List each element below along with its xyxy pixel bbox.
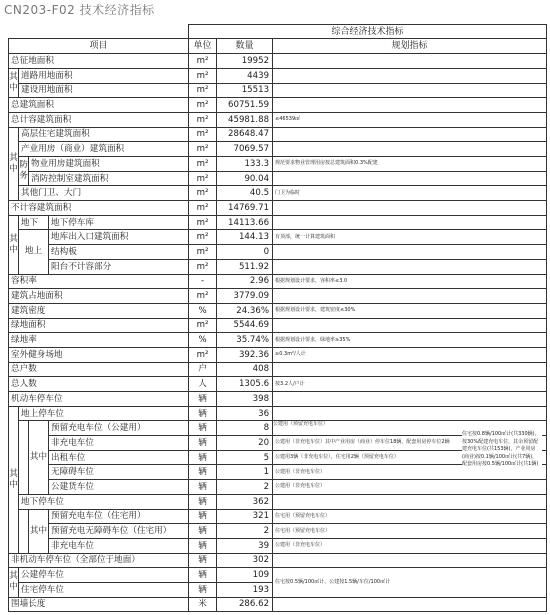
row-value: 90.04 (217, 171, 273, 186)
row-note: 公建用（非充电车位） (273, 538, 547, 553)
row-note (273, 289, 547, 304)
row-label: 出租车位 (49, 450, 189, 465)
row-unit: m² (189, 83, 217, 98)
row-unit: - (189, 274, 217, 289)
row-value: 45981.88 (217, 112, 273, 127)
row-note (273, 68, 547, 83)
table-row (9, 480, 547, 495)
row-label: 消防控制室建筑面积 (29, 171, 189, 186)
table-row (9, 347, 547, 362)
row-unit: 辆 (189, 582, 217, 597)
row-note: 住宅按0.5辆/100㎡计，公建按1.5辆/车位/100㎡计 (273, 568, 547, 597)
row-note (273, 597, 547, 612)
row-label: 道路用地面积 (19, 68, 189, 83)
table-row (9, 362, 547, 377)
row-value: 362 (217, 494, 273, 509)
row-note (273, 215, 547, 230)
row-unit: m² (189, 171, 217, 186)
row-value: 7069.57 (217, 142, 273, 157)
row-note (273, 259, 547, 274)
row-value: 5544.69 (217, 318, 273, 333)
table-row (9, 553, 547, 568)
row-label: 结构板 (49, 245, 189, 260)
row-note (273, 553, 547, 568)
row-value: 8 (217, 421, 273, 436)
row-note (273, 201, 547, 216)
row-unit: m² (189, 289, 217, 304)
row-unit: 人 (189, 377, 217, 392)
row-label: 地上停车位 (19, 406, 189, 421)
row-label: 地下停车库 (49, 215, 189, 230)
indicators-table (8, 24, 547, 612)
group-label: 其中 (9, 127, 19, 200)
row-unit: 辆 (189, 480, 217, 495)
row-value: 0 (217, 245, 273, 260)
row-label: 公建货车位 (49, 480, 189, 495)
table-row (9, 494, 547, 509)
row-value: 133.3 (217, 157, 273, 172)
row-value: 408 (217, 362, 273, 377)
table-row (9, 333, 547, 348)
header-unit: 单位 (189, 39, 217, 54)
row-value: 321 (217, 509, 273, 524)
table-title: 综合经济技术指标 (189, 25, 547, 39)
row-label: 物业用房建筑面积 (29, 157, 189, 172)
table-row (9, 54, 547, 69)
table-row (9, 259, 547, 274)
header-row (9, 39, 547, 54)
row-note (273, 406, 547, 421)
table-row (9, 171, 547, 186)
row-label: 阳台不计容部分 (49, 259, 189, 274)
row-note (273, 245, 547, 260)
row-label: 无障碍车位 (49, 465, 189, 480)
sub-group-label: 地上 (19, 230, 49, 274)
row-label: 其他门卫、大门 (19, 186, 189, 201)
row-unit: 辆 (189, 465, 217, 480)
indent-cell (19, 509, 29, 553)
row-unit: m² (189, 215, 217, 230)
row-unit: m² (189, 201, 217, 216)
row-unit: 辆 (189, 538, 217, 553)
row-unit: 辆 (189, 553, 217, 568)
row-value: 5 (217, 450, 273, 465)
row-label: 总建筑面积 (9, 98, 189, 113)
row-label: 总计容建筑面积 (9, 112, 189, 127)
row-label: 围墙长度 (9, 597, 189, 612)
row-label: 总户数 (9, 362, 189, 377)
header-item: 项目 (9, 39, 189, 54)
group-label: 其中 (29, 509, 49, 553)
row-unit: 辆 (189, 568, 217, 583)
row-value: 109 (217, 568, 273, 583)
row-label: 机动车停车位 (9, 392, 189, 407)
row-value: 2.96 (217, 274, 273, 289)
row-note: ≥0.3m²/人计 (273, 347, 547, 362)
row-note (273, 362, 547, 377)
table-row (9, 274, 547, 289)
row-unit: 辆 (189, 524, 217, 539)
row-note (273, 83, 547, 98)
row-value: 193 (217, 582, 273, 597)
row-unit: 户 (189, 362, 217, 377)
row-note: 公建用3辆（非充电车位），住宅用2辆（预留充电车位） (273, 450, 547, 465)
row-value: 14769.71 (217, 201, 273, 216)
row-label: 高层住宅建筑面积 (19, 127, 189, 142)
table-row (9, 112, 547, 127)
row-unit: m² (189, 230, 217, 245)
row-note (273, 142, 547, 157)
row-label: 建筑密度 (9, 303, 189, 318)
row-note: 住宅用（预留充电车位） (273, 524, 547, 539)
table-row (9, 186, 547, 201)
row-unit: m² (189, 318, 217, 333)
row-label: 产业用房（商业）建筑面积 (19, 142, 189, 157)
row-unit: % (189, 303, 217, 318)
table-row (9, 538, 547, 553)
group-label: 防务 (19, 157, 29, 186)
row-note (273, 98, 547, 113)
row-label: 预留充电车位（公建用） (49, 421, 189, 436)
row-label: 预留充电无障碍车位（住宅用） (49, 524, 189, 539)
row-unit: 辆 (189, 494, 217, 509)
row-value: 15513 (217, 83, 273, 98)
table-row (9, 303, 547, 318)
row-note (273, 318, 547, 333)
row-value: 398 (217, 392, 273, 407)
row-unit: % (189, 333, 217, 348)
row-unit: 辆 (189, 421, 217, 436)
group-label: 其中 (9, 215, 19, 274)
row-label: 公建停车位 (19, 568, 189, 583)
table-title-row (9, 25, 547, 39)
row-unit: m² (189, 186, 217, 201)
row-label: 建筑占地面积 (9, 289, 189, 304)
row-label: 非机动车停车位（全部位于地面） (9, 553, 189, 568)
row-unit: m² (189, 98, 217, 113)
table-row (9, 83, 547, 98)
row-unit: m² (189, 245, 217, 260)
row-unit: 辆 (189, 406, 217, 421)
row-unit: 辆 (189, 392, 217, 407)
table-row (9, 142, 547, 157)
row-value: 39 (217, 538, 273, 553)
row-unit: m² (189, 142, 217, 157)
row-value: 2 (217, 524, 273, 539)
row-value: 511.92 (217, 259, 273, 274)
row-value: 1 (217, 465, 273, 480)
row-value: 36 (217, 406, 273, 421)
indent-cell (19, 421, 29, 494)
row-note: 公建用（非充电车位） (273, 480, 547, 495)
table-row (9, 524, 547, 539)
row-unit: m² (189, 54, 217, 69)
table-row (9, 597, 547, 612)
row-note (273, 127, 547, 142)
row-unit: m² (189, 127, 217, 142)
table-row (9, 98, 547, 113)
row-value: 392.36 (217, 347, 273, 362)
row-unit: 辆 (189, 450, 217, 465)
sub-group-label: 地下 (19, 215, 49, 230)
row-value: 144.13 (217, 230, 273, 245)
row-label: 总征地面积 (9, 54, 189, 69)
row-value: 35.74% (217, 333, 273, 348)
row-note (273, 494, 547, 509)
row-label: 地库出入口建筑面积 (49, 230, 189, 245)
table-row (9, 289, 547, 304)
row-value: 286.62 (217, 597, 273, 612)
row-label: 容积率 (9, 274, 189, 289)
table-row (9, 245, 547, 260)
row-note: 公建用（非充电车位）其中产业用房（商业）停车位18辆，配套用房停车位2辆 (273, 436, 547, 451)
header-qty: 数量 (217, 39, 273, 54)
header-planning: 规划指标 (273, 39, 547, 54)
table-row (9, 377, 547, 392)
row-note: 根据规划设计要求，绿地率≥35% (273, 333, 547, 348)
row-unit: m² (189, 347, 217, 362)
row-unit: m² (189, 259, 217, 274)
table-row (9, 215, 547, 230)
row-note: 根据规划设计要求，建筑密度≤30% (273, 303, 547, 318)
row-label: 绿地率 (9, 333, 189, 348)
group-label: 其中 (9, 68, 19, 97)
row-note (273, 392, 547, 407)
row-note: 公建用（预留充电车位） (273, 421, 329, 428)
table-row (9, 230, 547, 245)
table-row (9, 68, 547, 83)
row-value: 20 (217, 436, 273, 451)
parking-requirement-note: 住宅按0.8辆/100㎡计(共330辆)，按30%配建充电车位，其余预留配建充电车位(共153辆)，产业用房(商业)按0.1辆/100㎡计(共7辆)，配套用房按0.5辆/100㎡计(共1辆) (462, 431, 542, 469)
row-unit: 辆 (189, 509, 217, 524)
row-value: 302 (217, 553, 273, 568)
row-label: 预留充电车位（住宅用） (49, 509, 189, 524)
row-unit: 辆 (189, 436, 217, 451)
row-label: 室外健身场地 (9, 347, 189, 362)
row-label: 建设用地面积 (19, 83, 189, 98)
row-label: 地下停车位 (19, 494, 189, 509)
row-value: 4439 (217, 68, 273, 83)
row-note: 规范要求物业管理用房按总建筑面积0.3%配建 (273, 157, 547, 172)
row-unit: m² (189, 112, 217, 127)
row-note: 公建用（非充电车位） (273, 465, 547, 480)
table-row (9, 568, 547, 583)
row-note: 有顶部，统一计算建筑面积 (273, 230, 547, 245)
row-label: 住宅停车位 (19, 582, 189, 597)
group-label: 其中 (29, 421, 49, 494)
row-note (273, 54, 547, 69)
document-title: CN203-F02 技术经济指标 (4, 3, 155, 17)
row-note: 门卫为临时 (273, 186, 547, 201)
row-value: 28648.47 (217, 127, 273, 142)
table-row (9, 392, 547, 407)
row-label: 总人数 (9, 377, 189, 392)
row-unit: 米 (189, 597, 217, 612)
row-value: 19952 (217, 54, 273, 69)
row-label: 不计容建筑面积 (9, 201, 189, 216)
table-row (9, 509, 547, 524)
table-row (9, 127, 547, 142)
row-label: 非充电车位 (49, 436, 189, 451)
row-value: 24.36% (217, 303, 273, 318)
row-note: ≤46539㎡ (273, 112, 547, 127)
row-value: 3779.09 (217, 289, 273, 304)
row-value: 2 (217, 480, 273, 495)
row-value: 14113.66 (217, 215, 273, 230)
row-note: 根据规划设计要求，容积率≤3.0 (273, 274, 547, 289)
row-note: 按3.2人/户计 (273, 377, 547, 392)
table-row (9, 157, 547, 172)
row-note (273, 171, 547, 186)
row-unit: m² (189, 68, 217, 83)
table-row (9, 318, 547, 333)
row-label: 绿地面积 (9, 318, 189, 333)
row-note: 住宅用（预留充电车位） (273, 509, 547, 524)
row-unit: m² (189, 157, 217, 172)
row-label: 非充电车位 (49, 538, 189, 553)
group-label: 其中 (9, 406, 19, 553)
table-row (9, 406, 547, 421)
table-row (9, 201, 547, 216)
group-label: 其中 (9, 568, 19, 597)
row-value: 1305.6 (217, 377, 273, 392)
row-value: 60751.59 (217, 98, 273, 113)
row-value: 40.5 (217, 186, 273, 201)
